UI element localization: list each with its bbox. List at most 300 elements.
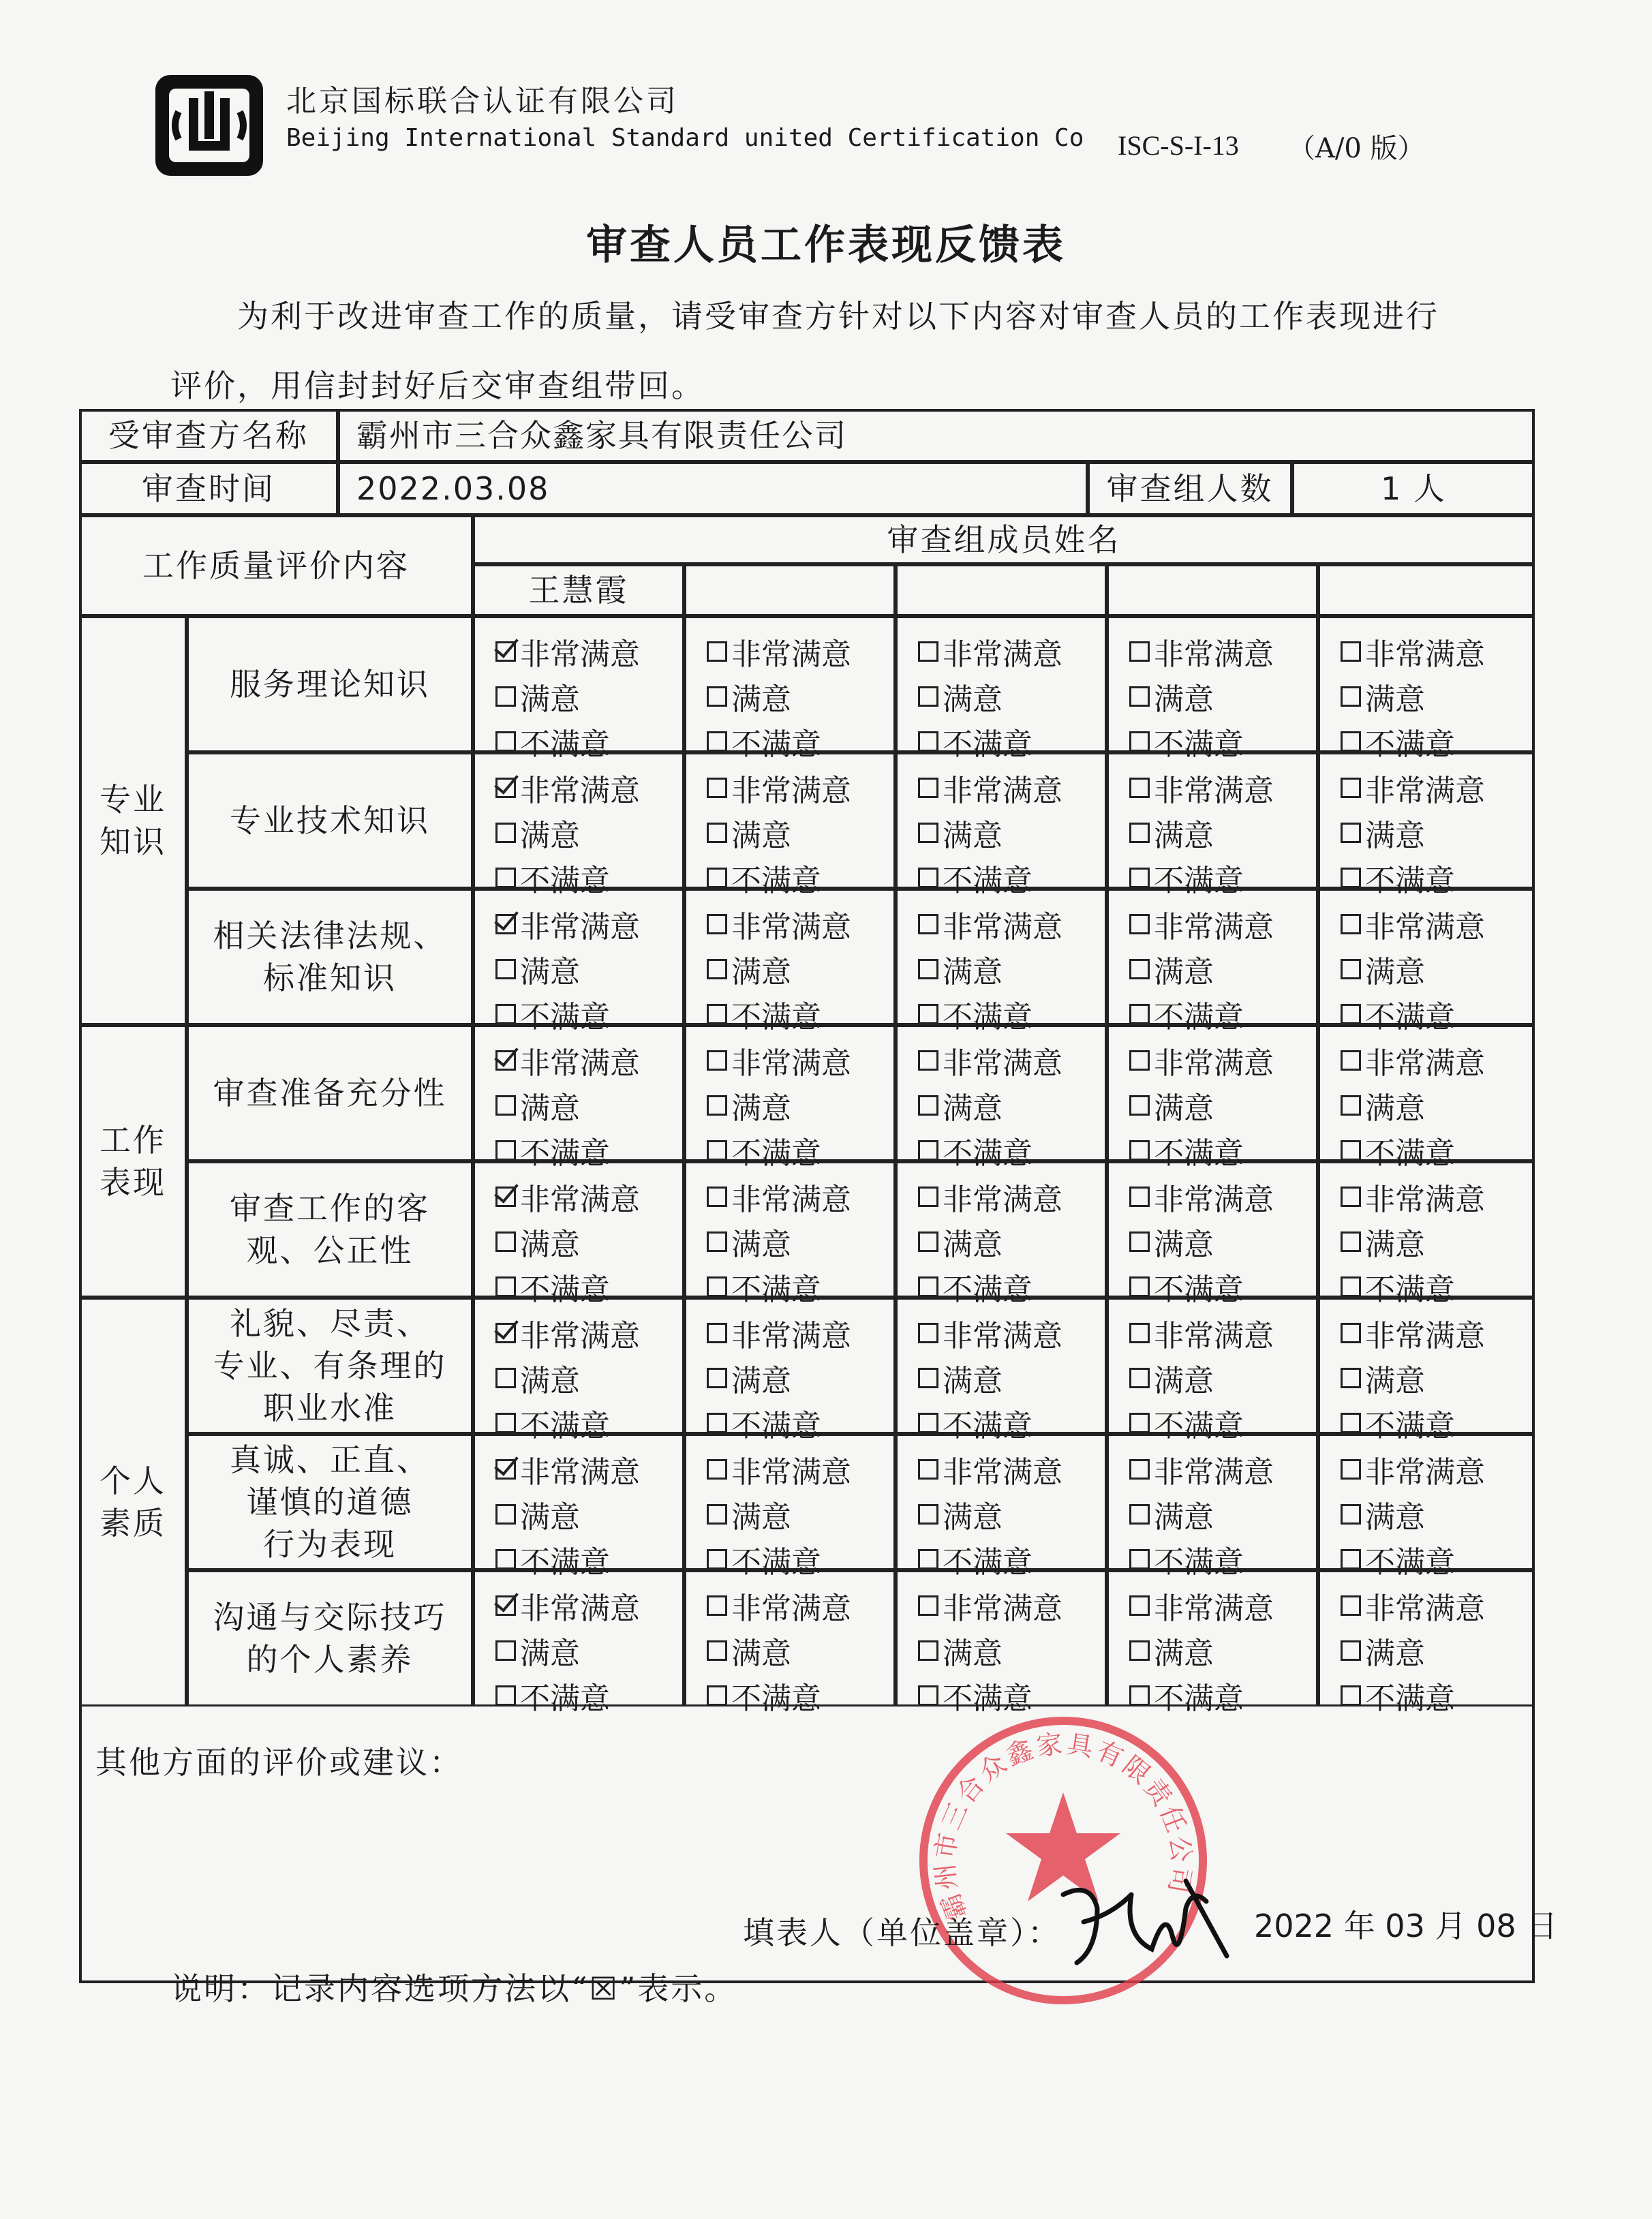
- rating-option[interactable]: [707, 1492, 893, 1537]
- rating-option[interactable]: [495, 1356, 682, 1401]
- checkbox-icon[interactable]: [918, 1413, 938, 1433]
- rating-option[interactable]: [1341, 674, 1533, 719]
- rating-option-label: 非常满意: [731, 1046, 851, 1081]
- checkbox-icon[interactable]: [1341, 1323, 1361, 1343]
- rating-option[interactable]: [495, 1628, 682, 1673]
- checkbox-icon[interactable]: [1129, 1231, 1150, 1252]
- rating-option[interactable]: [1129, 1311, 1316, 1356]
- rating-option-label: 非常满意: [1154, 637, 1274, 672]
- rating-option[interactable]: [707, 674, 893, 719]
- rating-option-label: 非常满意: [1365, 910, 1485, 945]
- checkbox-icon[interactable]: [707, 868, 727, 888]
- rating-cell: [684, 1570, 896, 1716]
- checkbox-icon[interactable]: [1341, 1549, 1361, 1570]
- rating-option[interactable]: [1341, 765, 1533, 810]
- rating-option[interactable]: [1129, 1083, 1316, 1128]
- rating-option-label: 不满意: [520, 1545, 610, 1580]
- rating-option-label: 不满意: [520, 727, 610, 762]
- rating-option-label: 满意: [520, 818, 580, 853]
- checkbox-icon[interactable]: [1341, 1685, 1361, 1706]
- rating-option[interactable]: [918, 1083, 1105, 1128]
- rating-option[interactable]: [1129, 629, 1316, 674]
- checkbox-icon[interactable]: [495, 1413, 516, 1433]
- rating-option[interactable]: [707, 1447, 893, 1492]
- checkbox-icon[interactable]: [707, 1276, 727, 1297]
- checkbox-icon[interactable]: [707, 1459, 727, 1480]
- checkbox-icon[interactable]: [707, 1231, 727, 1252]
- checkbox-icon[interactable]: [918, 1504, 938, 1525]
- rating-option[interactable]: [918, 1628, 1105, 1673]
- checkbox-icon[interactable]: [495, 868, 516, 888]
- rating-option[interactable]: [707, 947, 893, 992]
- rating-cell: [473, 752, 684, 898]
- checkbox-icon[interactable]: [918, 1276, 938, 1297]
- rating-option[interactable]: [707, 1673, 893, 1718]
- rating-option-label: 不满意: [520, 1000, 610, 1035]
- rating-option-label: 非常满意: [520, 774, 640, 808]
- rating-cell: [896, 1298, 1107, 1443]
- rating-option-label: 满意: [943, 955, 1003, 990]
- checkbox-icon[interactable]: [918, 1549, 938, 1570]
- rating-option[interactable]: [707, 1219, 893, 1264]
- rating-option-label: 非常满意: [520, 1046, 640, 1081]
- criterion-4-text: 审查准备充分性: [213, 1074, 447, 1112]
- rating-cell: [896, 1570, 1107, 1716]
- checkbox-icon[interactable]: [1341, 1140, 1361, 1161]
- rating-option[interactable]: [1129, 1356, 1316, 1401]
- rating-option-label: 满意: [731, 1227, 791, 1262]
- rating-option[interactable]: [1341, 902, 1533, 947]
- checkbox-icon[interactable]: [1129, 1413, 1150, 1433]
- group-label-2: [79, 1025, 187, 1298]
- rating-option[interactable]: [1341, 1492, 1533, 1537]
- checkbox-icon[interactable]: [918, 1685, 938, 1706]
- rating-option-label: 不满意: [943, 1272, 1032, 1307]
- checkbox-icon[interactable]: [707, 1640, 727, 1661]
- checkbox-icon[interactable]: [1341, 1050, 1361, 1071]
- rating-option-label: 满意: [520, 955, 580, 990]
- checkbox-icon[interactable]: [1129, 1685, 1150, 1706]
- checkbox-icon[interactable]: [707, 1140, 727, 1161]
- checkbox-icon[interactable]: [707, 778, 727, 798]
- rating-option-label: 满意: [943, 1227, 1003, 1262]
- checkbox-icon[interactable]: [1341, 1187, 1361, 1207]
- rating-option-label: 不满意: [520, 863, 610, 898]
- rating-option-label: 满意: [520, 1227, 580, 1262]
- checkbox-icon[interactable]: [707, 686, 727, 707]
- rating-option[interactable]: [1129, 902, 1316, 947]
- rating-option[interactable]: [1129, 1219, 1316, 1264]
- rating-option-label: 满意: [1154, 955, 1214, 990]
- rating-cell: [896, 1161, 1107, 1307]
- rating-option-label: 满意: [1154, 682, 1214, 717]
- checkbox-checked-icon[interactable]: [495, 1187, 516, 1207]
- rating-option-label: 非常满意: [1365, 637, 1485, 672]
- rating-option-label: 不满意: [1154, 1000, 1244, 1035]
- rating-option-label: 非常满意: [731, 1319, 851, 1353]
- checkbox-icon[interactable]: [1129, 1095, 1150, 1116]
- rating-option-label: 不满意: [1154, 1545, 1244, 1580]
- rating-option[interactable]: [1129, 1628, 1316, 1673]
- rating-option[interactable]: [1341, 947, 1533, 992]
- rating-option[interactable]: [1129, 1447, 1316, 1492]
- checkbox-icon[interactable]: [495, 686, 516, 707]
- checkbox-checked-icon[interactable]: [495, 1459, 516, 1480]
- checkbox-icon[interactable]: [1341, 778, 1361, 798]
- checkbox-icon[interactable]: [707, 1413, 727, 1433]
- checkbox-icon[interactable]: [1129, 778, 1150, 798]
- rating-option-label: 满意: [1365, 682, 1425, 717]
- org-name-value: [338, 409, 1535, 462]
- rating-option[interactable]: [1341, 1447, 1533, 1492]
- checkbox-icon[interactable]: [1341, 1413, 1361, 1433]
- checkbox-icon[interactable]: [1129, 1459, 1150, 1480]
- checkbox-icon[interactable]: [707, 641, 727, 662]
- rating-option[interactable]: [1341, 1311, 1533, 1356]
- checkbox-icon[interactable]: [918, 959, 938, 979]
- checkbox-icon[interactable]: [707, 1187, 727, 1207]
- rating-option-label: 满意: [943, 1636, 1003, 1671]
- rating-option[interactable]: [1129, 1583, 1316, 1628]
- rating-option-label: 不满意: [1154, 1681, 1244, 1716]
- checkbox-icon[interactable]: [495, 1504, 516, 1525]
- checkbox-icon[interactable]: [1129, 959, 1150, 979]
- criterion-3-text: 相关法律法规、 标准知识: [213, 917, 447, 996]
- document-version: （A/0 版）: [1288, 133, 1425, 164]
- rating-cell: [896, 1434, 1107, 1580]
- checkbox-icon[interactable]: [1341, 1640, 1361, 1661]
- rating-option[interactable]: [918, 1583, 1105, 1628]
- rating-option[interactable]: [918, 1492, 1105, 1537]
- checkbox-icon[interactable]: [1129, 1504, 1150, 1525]
- checkbox-icon[interactable]: [918, 686, 938, 707]
- rating-option[interactable]: [1129, 947, 1316, 992]
- checkbox-icon[interactable]: [1341, 641, 1361, 662]
- rating-option[interactable]: [495, 810, 682, 855]
- rating-cell: [684, 1025, 896, 1171]
- rating-option[interactable]: [707, 629, 893, 674]
- checkbox-icon[interactable]: [495, 1640, 516, 1661]
- checkbox-icon[interactable]: [707, 914, 727, 934]
- checkbox-icon[interactable]: [1129, 1004, 1150, 1024]
- rating-option[interactable]: [495, 629, 682, 674]
- rating-option[interactable]: [918, 1356, 1105, 1401]
- audit-time-value-text: 2022.03.08: [356, 470, 550, 507]
- checkbox-icon[interactable]: [1341, 823, 1361, 843]
- checkbox-icon[interactable]: [707, 1095, 727, 1116]
- rating-option-label: 不满意: [1154, 727, 1244, 762]
- checkbox-icon[interactable]: [1341, 914, 1361, 934]
- checkbox-icon[interactable]: [707, 823, 727, 843]
- checkbox-icon[interactable]: [1129, 1187, 1150, 1207]
- rating-option-label: 非常满意: [943, 1455, 1062, 1490]
- checkbox-icon[interactable]: [495, 1368, 516, 1388]
- rating-option-label: 满意: [520, 1500, 580, 1535]
- checkbox-icon[interactable]: [707, 1549, 727, 1570]
- rating-option-label: 满意: [731, 818, 791, 853]
- rating-cell: [1107, 1434, 1318, 1580]
- rating-option[interactable]: [1341, 1083, 1533, 1128]
- rating-option[interactable]: [495, 1174, 682, 1219]
- rating-option-label: 满意: [1154, 1636, 1214, 1671]
- rating-option[interactable]: [1129, 1174, 1316, 1219]
- rating-option[interactable]: [495, 902, 682, 947]
- rating-option-label: 非常满意: [1154, 910, 1274, 945]
- rating-option-label: 不满意: [1154, 863, 1244, 898]
- rating-option[interactable]: [707, 1583, 893, 1628]
- checkbox-icon[interactable]: [1341, 868, 1361, 888]
- checkbox-icon[interactable]: [707, 731, 727, 752]
- rating-option[interactable]: [918, 1311, 1105, 1356]
- checkbox-icon[interactable]: [1341, 731, 1361, 752]
- checkbox-icon[interactable]: [1341, 1595, 1361, 1616]
- audit-time-value: [338, 462, 1088, 515]
- rating-option-label: 不满意: [943, 1136, 1032, 1171]
- rating-option[interactable]: [918, 1219, 1105, 1264]
- checkbox-icon[interactable]: [1129, 1549, 1150, 1570]
- rating-option[interactable]: [495, 674, 682, 719]
- rating-option-label: 满意: [1365, 1227, 1425, 1262]
- checkbox-checked-icon[interactable]: [495, 1595, 516, 1616]
- checkbox-icon[interactable]: [918, 1050, 938, 1071]
- team-count-value-text: 1 人: [1381, 470, 1446, 507]
- rating-option[interactable]: [918, 765, 1105, 810]
- rating-option-label: 非常满意: [943, 1182, 1062, 1217]
- rating-option-label: 不满意: [731, 1545, 821, 1580]
- group-label-2-text: 工作 表现: [100, 1121, 166, 1201]
- checkbox-icon[interactable]: [1129, 868, 1150, 888]
- rating-option-label: 不满意: [1365, 1000, 1455, 1035]
- rating-option[interactable]: [495, 765, 682, 810]
- rating-option-label: 满意: [943, 682, 1003, 717]
- rating-cell: [1318, 1298, 1535, 1443]
- group-label-1-text: 专业 知识: [100, 780, 166, 860]
- rating-option[interactable]: [707, 902, 893, 947]
- checkbox-icon[interactable]: [1341, 686, 1361, 707]
- rating-cell: [1318, 616, 1535, 762]
- criterion-5: [187, 1161, 473, 1298]
- rating-option[interactable]: [495, 1219, 682, 1264]
- checkbox-icon[interactable]: [1129, 1276, 1150, 1297]
- checkbox-icon[interactable]: [707, 1504, 727, 1525]
- rating-option[interactable]: [1341, 1673, 1533, 1718]
- checkbox-icon[interactable]: [495, 1140, 516, 1161]
- checkbox-icon[interactable]: [707, 1685, 727, 1706]
- rating-option-label: 满意: [731, 682, 791, 717]
- checkbox-icon[interactable]: [1129, 1368, 1150, 1388]
- rating-option-label: 满意: [520, 682, 580, 717]
- rating-option-label: 不满意: [731, 1272, 821, 1307]
- checkbox-checked-icon[interactable]: [495, 641, 516, 662]
- checkbox-icon[interactable]: [918, 641, 938, 662]
- checkbox-icon[interactable]: [1341, 1504, 1361, 1525]
- checkbox-icon[interactable]: [707, 1595, 727, 1616]
- checkbox-icon[interactable]: [495, 1004, 516, 1024]
- criterion-8-text: 沟通与交际技巧 的个人素养: [213, 1598, 447, 1678]
- rating-option-label: 满意: [1154, 1091, 1214, 1126]
- rating-option[interactable]: [918, 1447, 1105, 1492]
- rating-cell: [1107, 889, 1318, 1035]
- rating-option-label: 不满意: [1154, 1272, 1244, 1307]
- checkbox-icon[interactable]: [918, 731, 938, 752]
- checkbox-icon[interactable]: [918, 1640, 938, 1661]
- rating-option[interactable]: [918, 1174, 1105, 1219]
- rating-option[interactable]: [1129, 810, 1316, 855]
- rating-option-label: 不满意: [731, 1000, 821, 1035]
- checkbox-icon[interactable]: [495, 1549, 516, 1570]
- checkbox-icon[interactable]: [918, 868, 938, 888]
- rating-option-label: 不满意: [1365, 1136, 1455, 1171]
- checkbox-icon[interactable]: [495, 731, 516, 752]
- checkbox-icon[interactable]: [1129, 686, 1150, 707]
- rating-option[interactable]: [918, 810, 1105, 855]
- rating-option-label: 非常满意: [943, 910, 1062, 945]
- checkbox-icon[interactable]: [707, 1004, 727, 1024]
- checkbox-icon[interactable]: [918, 778, 938, 798]
- checkbox-icon[interactable]: [918, 1095, 938, 1116]
- checkbox-icon[interactable]: [918, 1459, 938, 1480]
- rating-option-label: 不满意: [1365, 727, 1455, 762]
- rating-option[interactable]: [918, 629, 1105, 674]
- rating-option[interactable]: [707, 1038, 893, 1083]
- checkbox-icon[interactable]: [1129, 1140, 1150, 1161]
- checkbox-icon[interactable]: [918, 1368, 938, 1388]
- rating-option-label: 满意: [731, 1091, 791, 1126]
- member-name-1-text: 王慧霞: [528, 571, 629, 609]
- checkbox-icon[interactable]: [495, 1231, 516, 1252]
- checkbox-icon[interactable]: [1341, 1368, 1361, 1388]
- comments-label: 其他方面的评价或建议：: [95, 1744, 463, 1781]
- checkbox-icon[interactable]: [1129, 823, 1150, 843]
- checkbox-icon[interactable]: [1129, 641, 1150, 662]
- checkbox-icon[interactable]: [1341, 1276, 1361, 1297]
- rating-option[interactable]: [1341, 1356, 1533, 1401]
- checkbox-icon[interactable]: [1129, 914, 1150, 934]
- rating-option[interactable]: [707, 1356, 893, 1401]
- checkbox-icon[interactable]: [918, 1187, 938, 1207]
- checkbox-icon[interactable]: [918, 1595, 938, 1616]
- checkbox-icon[interactable]: [1341, 1095, 1361, 1116]
- rating-option[interactable]: [707, 810, 893, 855]
- rating-option[interactable]: [707, 1174, 893, 1219]
- rating-option-label: 非常满意: [1154, 1182, 1274, 1217]
- checkbox-icon[interactable]: [918, 1004, 938, 1024]
- rating-option[interactable]: [707, 1311, 893, 1356]
- rating-option[interactable]: [918, 947, 1105, 992]
- rating-option[interactable]: [1341, 810, 1533, 855]
- rating-option[interactable]: [1341, 629, 1533, 674]
- rating-option-label: 不满意: [1365, 1272, 1455, 1307]
- rating-option-label: 非常满意: [731, 1591, 851, 1626]
- content-header: [79, 515, 473, 616]
- rating-option[interactable]: [1129, 765, 1316, 810]
- rating-option[interactable]: [707, 765, 893, 810]
- rating-option[interactable]: [495, 1447, 682, 1492]
- criterion-6: [187, 1298, 473, 1434]
- checkbox-icon[interactable]: [495, 1685, 516, 1706]
- rating-cell: [473, 1570, 684, 1716]
- checkbox-icon[interactable]: [1129, 731, 1150, 752]
- checkbox-checked-icon[interactable]: [495, 914, 516, 934]
- checkbox-icon[interactable]: [1341, 1459, 1361, 1480]
- checkbox-icon[interactable]: [707, 1050, 727, 1071]
- checkbox-checked-icon[interactable]: [495, 1050, 516, 1071]
- checkbox-icon[interactable]: [1341, 1004, 1361, 1024]
- rating-option-label: 不满意: [943, 1545, 1032, 1580]
- checkbox-icon[interactable]: [918, 1231, 938, 1252]
- rating-option-label: 满意: [520, 1364, 580, 1398]
- rating-cell: [1318, 1025, 1535, 1171]
- criterion-8: [187, 1570, 473, 1707]
- checkbox-icon[interactable]: [707, 1368, 727, 1388]
- checkbox-icon[interactable]: [707, 1323, 727, 1343]
- checkbox-icon[interactable]: [918, 914, 938, 934]
- checkbox-icon[interactable]: [495, 1276, 516, 1297]
- rating-option[interactable]: [1341, 1174, 1533, 1219]
- checkbox-icon[interactable]: [495, 823, 516, 843]
- rating-option[interactable]: [495, 1311, 682, 1356]
- rating-option[interactable]: [1341, 1628, 1533, 1673]
- rating-option[interactable]: [495, 1583, 682, 1628]
- checkbox-icon[interactable]: [495, 959, 516, 979]
- rating-cell: [1318, 1570, 1535, 1716]
- rating-option-label: 满意: [731, 955, 791, 990]
- rating-option-label: 满意: [943, 1500, 1003, 1535]
- rating-option[interactable]: [1129, 674, 1316, 719]
- checkbox-icon[interactable]: [918, 1323, 938, 1343]
- members-header-text: 审查组成员姓名: [887, 521, 1121, 558]
- checkbox-icon[interactable]: [1341, 959, 1361, 979]
- rating-option[interactable]: [495, 1673, 682, 1718]
- rating-option[interactable]: [918, 902, 1105, 947]
- rating-option-label: 非常满意: [520, 1591, 640, 1626]
- criterion-7: [187, 1434, 473, 1570]
- checkbox-icon[interactable]: [918, 823, 938, 843]
- checkbox-icon[interactable]: [1129, 1050, 1150, 1071]
- rating-option[interactable]: [918, 674, 1105, 719]
- rating-option[interactable]: [707, 1628, 893, 1673]
- rating-option-label: 满意: [520, 1636, 580, 1671]
- rating-option-label: 不满意: [520, 1409, 610, 1443]
- rating-option[interactable]: [1341, 1583, 1533, 1628]
- rating-option[interactable]: [1341, 1219, 1533, 1264]
- checkbox-icon[interactable]: [495, 1095, 516, 1116]
- rating-option[interactable]: [495, 1492, 682, 1537]
- rating-option[interactable]: [707, 1083, 893, 1128]
- rating-option[interactable]: [1129, 1038, 1316, 1083]
- checkbox-icon[interactable]: [1341, 1231, 1361, 1252]
- filler-label: 填表人（单位盖章）：: [743, 1914, 1061, 1951]
- checkbox-icon[interactable]: [707, 959, 727, 979]
- rating-option[interactable]: [495, 947, 682, 992]
- rating-option-label: 非常满意: [943, 637, 1062, 672]
- rating-option-label: 不满意: [1154, 1409, 1244, 1443]
- checkbox-checked-icon[interactable]: [495, 778, 516, 798]
- company-name-en: Beijing International Standard united Certification Co: [286, 124, 1084, 152]
- checkbox-checked-icon[interactable]: [495, 1323, 516, 1343]
- rating-option[interactable]: [1341, 1038, 1533, 1083]
- checkbox-icon[interactable]: [1129, 1640, 1150, 1661]
- org-name-label-text: 受审查方名称: [108, 416, 309, 454]
- rating-option[interactable]: [918, 1038, 1105, 1083]
- checkbox-icon[interactable]: [1129, 1595, 1150, 1616]
- rating-option[interactable]: [495, 1083, 682, 1128]
- rating-option-label: 满意: [1154, 1364, 1214, 1398]
- checkbox-icon[interactable]: [1129, 1323, 1150, 1343]
- rating-option[interactable]: [495, 1038, 682, 1083]
- checkbox-icon[interactable]: [918, 1140, 938, 1161]
- rating-option[interactable]: [1129, 1492, 1316, 1537]
